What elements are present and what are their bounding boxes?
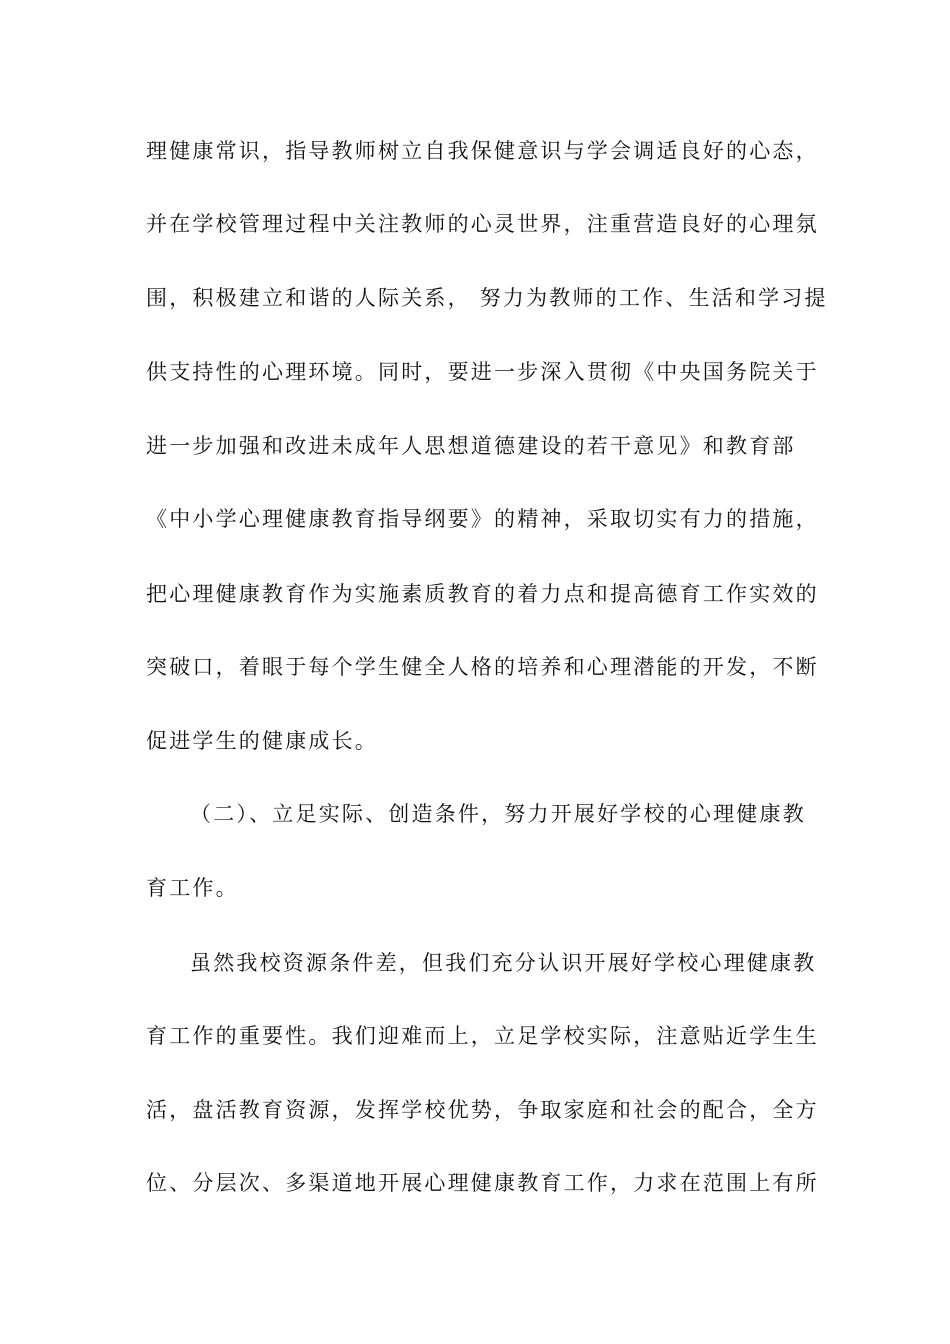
text-line: 供支持性的心理环境。同时，要进一步深入贯彻《中央国务院关于 [146,360,819,384]
text-line: 育工作。 [146,876,239,900]
text-line: 活，盘活教育资源，发挥学校优势，争取家庭和社会的配合，全方 [146,1098,819,1122]
text-line: 理健康常识，指导教师树立自我保健意识与学会调适良好的心态， [146,139,819,163]
text-line: 把心理健康教育作为实施素质教育的着力点和提高德育工作实效的 [146,582,819,606]
text-line: 《中小学心理健康教育指导纲要》的精神，采取切实有力的措施， [146,507,819,531]
text-line: 虽然我校资源条件差，但我们充分认识开展好学校心理健康教 [190,951,817,975]
text-line: 育工作的重要性。我们迎难而上，立足学校实际，注意贴近学生生 [146,1024,819,1048]
text-line: 并在学校管理过程中关注教师的心灵世界，注重营造良好的心理氛 [146,212,819,236]
section-heading: （二）、立足实际、创造条件，努力开展好学校的心理健康教 [190,802,806,826]
text-line: 围，积极建立和谐的人际关系， 努力为教师的工作、生活和学习提 [146,286,828,310]
text-line: 进一步加强和改进未成年人思想道德建设的若干意见》和教育部 [146,434,796,458]
text-line: 突破口，着眼于每个学生健全人格的培养和心理潜能的开发，不断 [146,655,819,679]
text-line: 促进学生的健康成长。 [146,729,378,753]
text-line: 位、分层次、多渠道地开展心理健康教育工作，力求在范围上有所 [146,1171,819,1195]
